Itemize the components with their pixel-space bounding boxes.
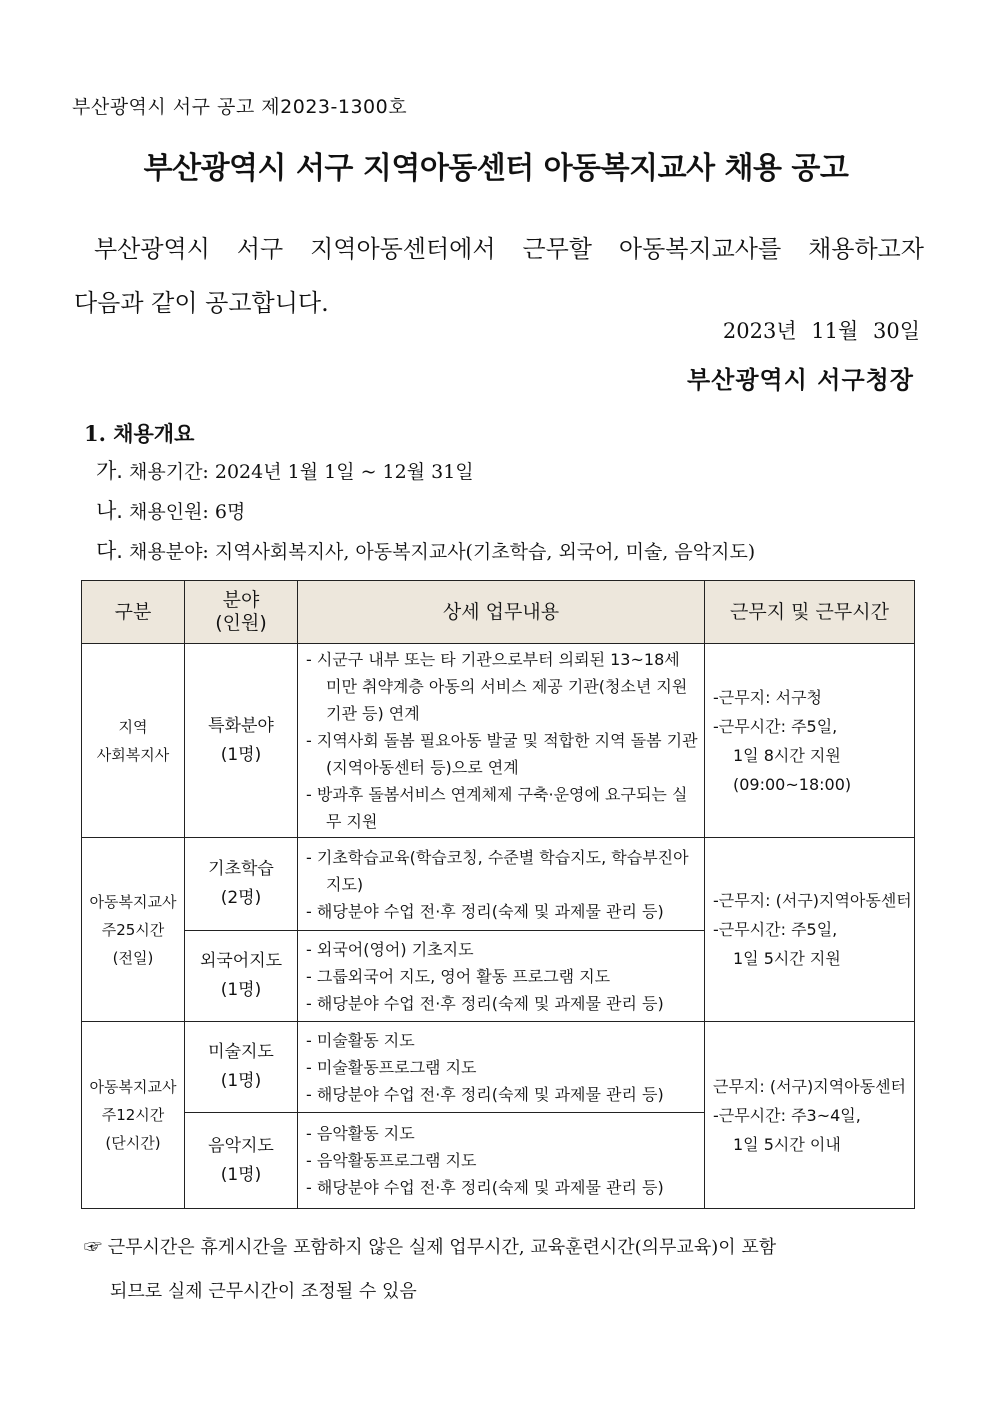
footnote-line-2: 되므로 실제 근무시간이 조정될 수 있음 bbox=[110, 1281, 417, 1302]
header-field-line: (인원) bbox=[215, 612, 267, 634]
recruitment-table bbox=[81, 580, 915, 1209]
detail-item: - 지역사회 돌봄 필요아동 발굴 및 적합한 지역 돌봄 기관(지역아동센터 등)으로 연계 bbox=[306, 731, 698, 777]
header-field bbox=[185, 581, 298, 644]
place-line: 1일 5시간 이내 bbox=[733, 1134, 841, 1154]
field-cell bbox=[185, 1113, 298, 1209]
field-count: (2명) bbox=[220, 888, 262, 908]
category-cell bbox=[82, 644, 185, 838]
item-marker: 다. bbox=[96, 539, 123, 563]
category-line: (전일) bbox=[112, 948, 154, 967]
item-marker: 가. bbox=[96, 459, 123, 483]
detail-item: - 미술활동프로그램 지도 bbox=[306, 1057, 477, 1077]
field-count: (1명) bbox=[220, 1071, 262, 1091]
detail-cell bbox=[298, 1022, 705, 1113]
detail-item: - 해당분야 수업 전·후 정리(숙제 및 과제물 관리 등) bbox=[306, 993, 664, 1013]
detail-item: - 방과후 돌봄서비스 연계체제 구축·운영에 요구되는 실무 지원 bbox=[306, 785, 688, 831]
intro-line-1: 부산광역시 서구 지역아동센터에서 근무할 아동복지교사를 채용하고자 bbox=[94, 235, 924, 263]
table-row bbox=[82, 838, 915, 931]
category-line: (단시간) bbox=[105, 1134, 161, 1152]
place-line: 1일 5시간 지원 bbox=[733, 949, 841, 968]
detail-item: - 해당분야 수업 전·후 정리(숙제 및 과제물 관리 등) bbox=[306, 1084, 664, 1104]
place-line: 1일 8시간 지원 bbox=[733, 745, 841, 765]
item-text: 채용기간: 2024년 1월 1일 ~ 12월 31일 bbox=[129, 461, 474, 483]
place-line: (09:00~18:00) bbox=[733, 774, 852, 794]
field-cell bbox=[185, 644, 298, 838]
detail-cell bbox=[298, 1113, 705, 1209]
detail-item: - 그룹외국어 지도, 영어 활동 프로그램 지도 bbox=[306, 966, 611, 986]
place-line: -근무시간: 주5일, bbox=[713, 920, 838, 939]
field-cell bbox=[185, 838, 298, 931]
category-line: 주25시간 bbox=[101, 920, 165, 939]
field-name: 외국어지도 bbox=[199, 951, 283, 971]
detail-item: - 외국어(영어) 기초지도 bbox=[306, 939, 474, 959]
place-line: -근무지: 서구청 bbox=[713, 687, 822, 707]
header-field-line: 분야 bbox=[222, 589, 260, 611]
footnote bbox=[84, 1226, 904, 1314]
overview-item-headcount bbox=[96, 495, 245, 525]
place-line: -근무시간: 주5일, bbox=[713, 716, 838, 736]
section-heading: 1. 채용개요 bbox=[84, 421, 195, 446]
header-detail: 상세 업무내용 bbox=[298, 581, 705, 644]
notice-number: 부산광역시 서구 공고 제2023-1300호 bbox=[72, 96, 408, 118]
category-line: 사회복지사 bbox=[96, 745, 170, 764]
intro-line-2: 다음과 같이 공고합니다. bbox=[74, 289, 329, 317]
field-cell bbox=[185, 1022, 298, 1113]
table-header-row bbox=[82, 581, 915, 644]
overview-item-fields bbox=[96, 535, 755, 565]
detail-item: - 해당분야 수업 전·후 정리(숙제 및 과제물 관리 등) bbox=[306, 901, 664, 921]
detail-item: - 음악활동 지도 bbox=[306, 1124, 415, 1143]
category-line: 아동복지교사 bbox=[89, 1078, 177, 1096]
header-place: 근무지 및 근무시간 bbox=[705, 581, 915, 644]
issuer-name: 부산광역시 서구청장 bbox=[686, 365, 914, 394]
footnote-line-1: ☞ 근무시간은 휴게시간을 포함하지 않은 실제 업무시간, 교육훈련시간(의무교육)이 포함 bbox=[84, 1237, 777, 1258]
field-name: 특화분야 bbox=[208, 715, 274, 736]
page-title: 부산광역시 서구 지역아동센터 아동복지교사 채용 공고 bbox=[143, 151, 849, 186]
category-line: 지역 bbox=[118, 717, 148, 736]
detail-item: - 기초학습교육(학습코칭, 수준별 학습지도, 학습부진아 지도) bbox=[306, 847, 689, 894]
table-row bbox=[82, 1022, 915, 1113]
detail-item: - 음악활동프로그램 지도 bbox=[306, 1151, 477, 1170]
category-line: 주12시간 bbox=[101, 1106, 165, 1124]
place-line: -근무시간: 주3~4일, bbox=[713, 1105, 861, 1125]
place-cell bbox=[705, 838, 915, 1022]
detail-cell bbox=[298, 644, 705, 838]
intro-paragraph bbox=[74, 222, 924, 330]
header-category: 구분 bbox=[82, 581, 185, 644]
field-count: (1명) bbox=[220, 744, 262, 765]
field-count: (1명) bbox=[220, 980, 262, 1000]
field-cell bbox=[185, 931, 298, 1022]
notice-date: 2023년 11월 30일 bbox=[722, 319, 920, 343]
place-cell bbox=[705, 1022, 915, 1209]
field-name: 미술지도 bbox=[208, 1042, 274, 1062]
detail-item: - 시군구 내부 또는 타 기관으로부터 의뢰된 13~18세 미만 취약계층 아동의 서비스 제공 기관(청소년 지원기관 등) 연계 bbox=[306, 650, 688, 723]
detail-cell bbox=[298, 838, 705, 931]
category-cell bbox=[82, 838, 185, 1022]
place-line: -근무지: (서구)지역아동센터 bbox=[713, 891, 912, 910]
table-row bbox=[82, 644, 915, 838]
detail-item: - 해당분야 수업 전·후 정리(숙제 및 과제물 관리 등) bbox=[306, 1178, 664, 1197]
overview-item-period bbox=[96, 455, 474, 485]
item-text: 채용인원: 6명 bbox=[129, 501, 246, 523]
detail-cell bbox=[298, 931, 705, 1022]
category-cell bbox=[82, 1022, 185, 1209]
item-text: 채용분야: 지역사회복지사, 아동복지교사(기초학습, 외국어, 미술, 음악지도) bbox=[129, 541, 756, 563]
field-name: 음악지도 bbox=[208, 1135, 274, 1156]
item-marker: 나. bbox=[96, 499, 123, 523]
field-count: (1명) bbox=[220, 1164, 262, 1185]
field-name: 기초학습 bbox=[208, 859, 274, 879]
detail-item: - 미술활동 지도 bbox=[306, 1030, 415, 1050]
category-line: 아동복지교사 bbox=[89, 892, 177, 911]
place-line: 근무지: (서구)지역아동센터 bbox=[713, 1076, 906, 1096]
place-cell bbox=[705, 644, 915, 838]
